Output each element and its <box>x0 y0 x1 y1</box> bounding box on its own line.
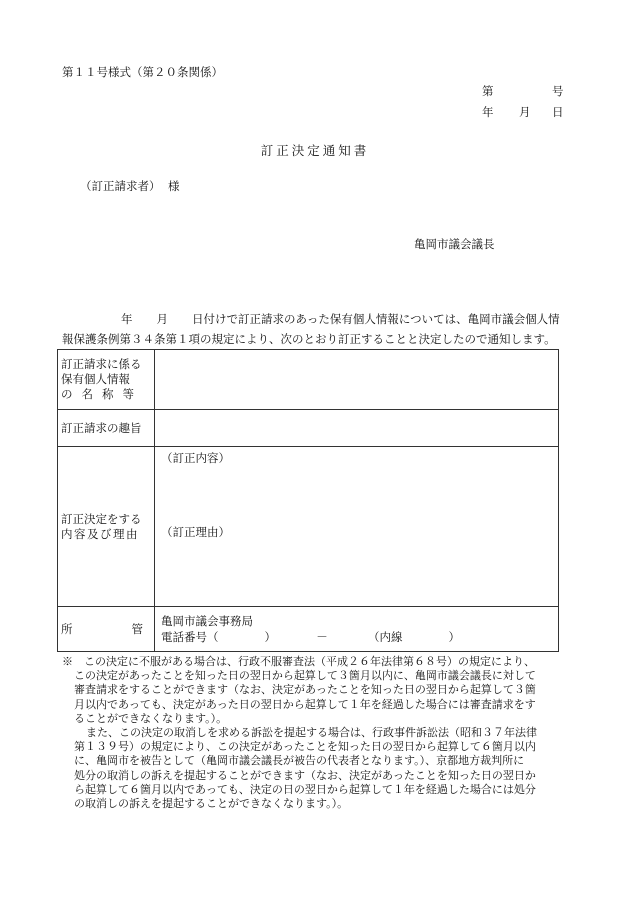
note-line: 月以内であっても、決定があった日の翌日から起算して１年を経過した場合には審査請求をす <box>74 697 536 711</box>
form-number: 第１１号様式（第２０条関係） <box>62 65 223 79</box>
intro-line-1 <box>121 311 560 327</box>
label-line: 訂正決定をする <box>61 511 142 526</box>
note-line: ら起算して６箇月以内であっても、決定の日の翌日から起算して１年を経過した場合には処分 <box>74 782 536 796</box>
table-label-decision <box>58 447 155 607</box>
note-line: の取消しの訴えを提起することができなくなります。）。 <box>74 797 349 811</box>
correction-content-label: （訂正内容） <box>161 451 230 465</box>
correction-reason-label: （訂正理由） <box>161 525 230 539</box>
intro-line-2: 報保護条例第３４条第１項の規定により、次のとおり訂正することと決定したので通知します。 <box>62 332 556 346</box>
document-title: 訂正決定通知書 <box>260 143 370 158</box>
label-line <box>61 387 145 402</box>
table-row <box>58 607 559 652</box>
table-row <box>58 447 559 607</box>
doc-number-suffix: 号 <box>552 84 564 98</box>
addressee-label: （訂正請求者） <box>80 179 161 193</box>
note-line: 第１３９号）の規定により、この決定があったことを知った日の翌日から起算して６箇月以内 <box>74 740 536 754</box>
label-line-text: 保有個人情報 <box>61 372 130 386</box>
intro-year: 年 <box>121 312 133 326</box>
table-cell-request-purpose[interactable] <box>155 410 559 447</box>
note-line: この決定があったことを知った日の翌日から起算して３箇月以内に、亀岡市議会議長に対して <box>74 669 536 683</box>
label-line: 訂正請求に係る <box>61 357 142 371</box>
office-phone: 電話番号（ ） － （内線 ） <box>161 630 460 644</box>
table-cell-info-name[interactable] <box>155 350 559 410</box>
table-cell-jurisdiction <box>155 607 559 652</box>
label-text: 訂正請求の趣旨 <box>61 420 142 435</box>
table-label-jurisdiction <box>58 607 155 652</box>
notes-section <box>62 655 572 811</box>
intro-line-1-rest: 日付けで訂正請求のあった保有個人情報については、亀岡市議会個人情 <box>192 312 560 326</box>
office-name: 亀岡市議会事務局 <box>161 614 253 628</box>
label-line: 内容及び理由 <box>61 526 139 541</box>
date-day: 日 <box>552 105 564 119</box>
table-row <box>58 350 559 410</box>
label-line-text: の名称等 <box>61 387 143 401</box>
note-line: に、亀岡市を被告として（亀岡市議会議長が被告の代表者となります。）、京都地方裁判所に <box>74 754 525 768</box>
note-line: 審査請求をすることができます（なお、決定があったことを知った日の翌日から起算して３箇 <box>74 683 536 697</box>
doc-number-prefix: 第 <box>482 84 494 98</box>
note-line: 処分の取消しの訴えを提起することができます（なお、決定があったことを知った日の翌日か <box>74 768 536 782</box>
note-line: また、この決定の取消しを求める訴訟を提起する場合は、行政事件訴訟法（昭和３７年法律 <box>86 726 537 740</box>
table-label-info-name <box>58 350 155 410</box>
table-cell-decision[interactable] <box>155 447 559 607</box>
date-year: 年 <box>482 105 494 119</box>
decision-table <box>57 349 559 652</box>
label-line <box>61 372 141 387</box>
intro-month: 月 <box>156 312 168 326</box>
table-row <box>58 410 559 447</box>
sender-name: 亀岡市議会議長 <box>414 237 495 251</box>
note-line: ※ この決定に不服がある場合は、行政不服審査法（平成２６年法律第６８号）の規定により、 <box>62 655 535 668</box>
addressee-honorific: 様 <box>168 179 180 193</box>
note-line: ることができなくなります。）。 <box>74 711 228 725</box>
label-part: 管 <box>131 621 143 636</box>
table-label-request-purpose <box>58 410 155 447</box>
date-month: 月 <box>519 105 531 119</box>
label-part: 所 <box>61 621 73 636</box>
